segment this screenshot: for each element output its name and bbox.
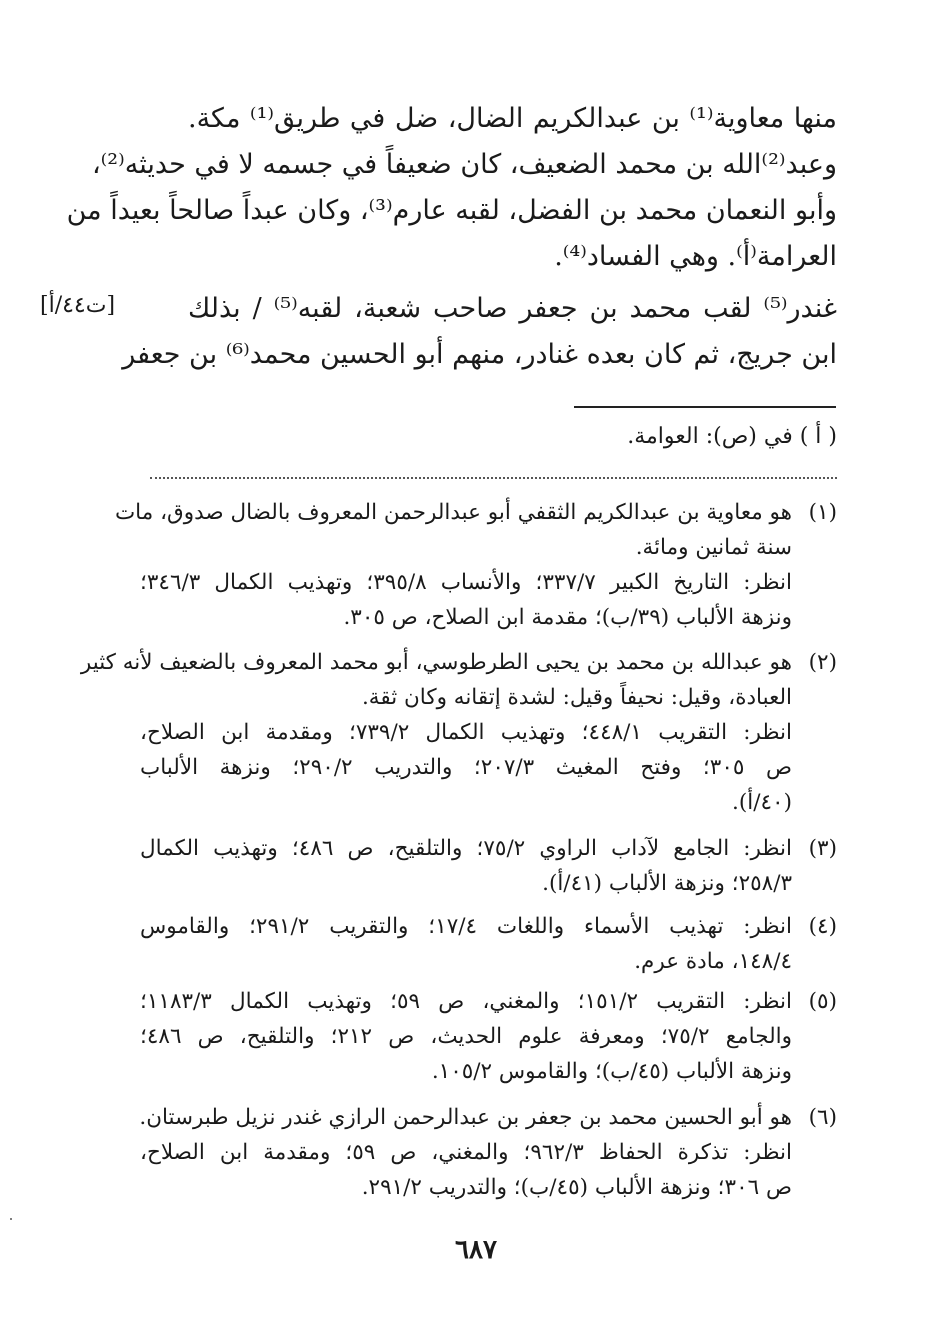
scan-speck	[10, 1218, 12, 1220]
variant-note: ( أ ) في (ص): العوامة.	[627, 424, 837, 449]
footnote-line: هو معاوية بن عبدالكريم الثقفي أبو عبدالرحمن المعروف بالضال صدوق، مات	[114, 500, 792, 525]
footnote-line: انظر: الجامع لآداب الراوي ٧٥/٢؛ والتلقيح، ص ٤٨٦؛ وتهذيب الكمال	[140, 836, 792, 861]
footnote-number: (٣)	[808, 836, 837, 861]
footnote-number: (٢)	[808, 650, 837, 675]
footnote-line: هو أبو الحسين محمد بن جعفر بن عبدالرحمن الرازي غندر نزيل طبرستان.	[139, 1105, 792, 1130]
footnote-line: انظر: تذكرة الحفاظ ٩٦٢/٣؛ والمغني، ص ٥٩؛ ومقدمة ابن الصلاح،	[140, 1140, 792, 1165]
footnote-number: (٤)	[808, 914, 837, 939]
footnote-line: ونزهة الألباب (٣٩/ب)؛ مقدمة ابن الصلاح، ص ٣٠٥.	[343, 605, 792, 630]
footnote-number: (١)	[808, 500, 837, 525]
main-text-line: وعبد⁽²⁾الله بن محمد الضعيف، كان ضعيفاً في جسمه لا في حديثه⁽²⁾،	[91, 149, 837, 180]
footnote-line: انظر: التقريب ٤٤٨/١؛ وتهذيب الكمال ٧٣٩/٢؛ ومقدمة ابن الصلاح،	[140, 720, 792, 745]
main-text-line: العرامة⁽أ⁾. وهي الفساد⁽⁴⁾.	[554, 241, 837, 272]
footnote-line: والجامع ٧٥/٢؛ ومعرفة علوم الحديث، ص ٢١٢؛ والتلقيح، ص ٤٨٦؛	[140, 1024, 792, 1049]
footnote-line: هو عبدالله بن محمد بن يحيى الطرطوسي، أبو محمد المعروف بالضعيف لأنه كثير	[80, 650, 792, 675]
dotted-separator	[150, 477, 837, 479]
main-text-line: وأبو النعمان محمد بن الفضل، لقبه عارم⁽³⁾، وكان عبداً صالحاً بعيداً من	[66, 195, 837, 226]
footnote-line: انظر: التاريخ الكبير ٣٣٧/٧؛ والأنساب ٣٩٥/٨؛ وتهذيب الكمال ٣٤٦/٣؛	[140, 570, 793, 595]
footnote-line: (٤٠/أ).	[732, 790, 792, 815]
footnote-line: ص ٣٠٦؛ ونزهة الألباب (٤٥/ب)؛ والتدريب ٢٩١/٢.	[361, 1175, 792, 1200]
main-text-line: ابن جريج، ثم كان بعده غنادر، منهم أبو الحسين محمد⁽⁶⁾ بن جعفر	[122, 339, 837, 370]
footnote-separator	[574, 406, 836, 408]
footnote-line: انظر: تهذيب الأسماء واللغات ١٧/٤؛ والتقريب ٢٩١/٢؛ والقاموس	[140, 914, 792, 939]
footnote-number: (٦)	[808, 1105, 837, 1130]
page-number: ٦٨٧	[455, 1235, 497, 1265]
main-text-line: منها معاوية⁽¹⁾ بن عبدالكريم الضال، ضل في طريق⁽¹⁾ مكة.	[188, 103, 837, 134]
footnote-line: ص ٣٠٥؛ وفتح المغيث ٢٠٧/٣؛ والتدريب ٢٩٠/٢؛ ونزهة الألباب	[140, 755, 792, 780]
manuscript-margin-note: [ت٤٤/أ]	[40, 293, 116, 318]
footnote-line: العبادة، وقيل: نحيفاً وقيل: لشدة إتقانه وكان ثقة.	[361, 685, 792, 710]
footnote-number: (٥)	[808, 989, 837, 1014]
footnote-line: ونزهة الألباب (٤٥/ب)؛ والقاموس ١٠٥/٢.	[431, 1059, 792, 1084]
footnote-line: ٢٥٨/٣؛ ونزهة الألباب (٤١/أ).	[542, 871, 792, 896]
footnote-line: انظر: التقريب ١٥١/٢؛ والمغني، ص ٥٩؛ وتهذيب الكمال ١١٨٣/٣؛	[140, 989, 793, 1014]
footnote-line: ١٤٨/٤، مادة عرم.	[634, 949, 792, 974]
main-text-line: غندر⁽⁵⁾ لقب محمد بن جعفر صاحب شعبة، لقبه⁽⁵⁾ / بذلك	[188, 293, 837, 324]
footnote-line: سنة ثمانين ومائة.	[635, 535, 792, 560]
